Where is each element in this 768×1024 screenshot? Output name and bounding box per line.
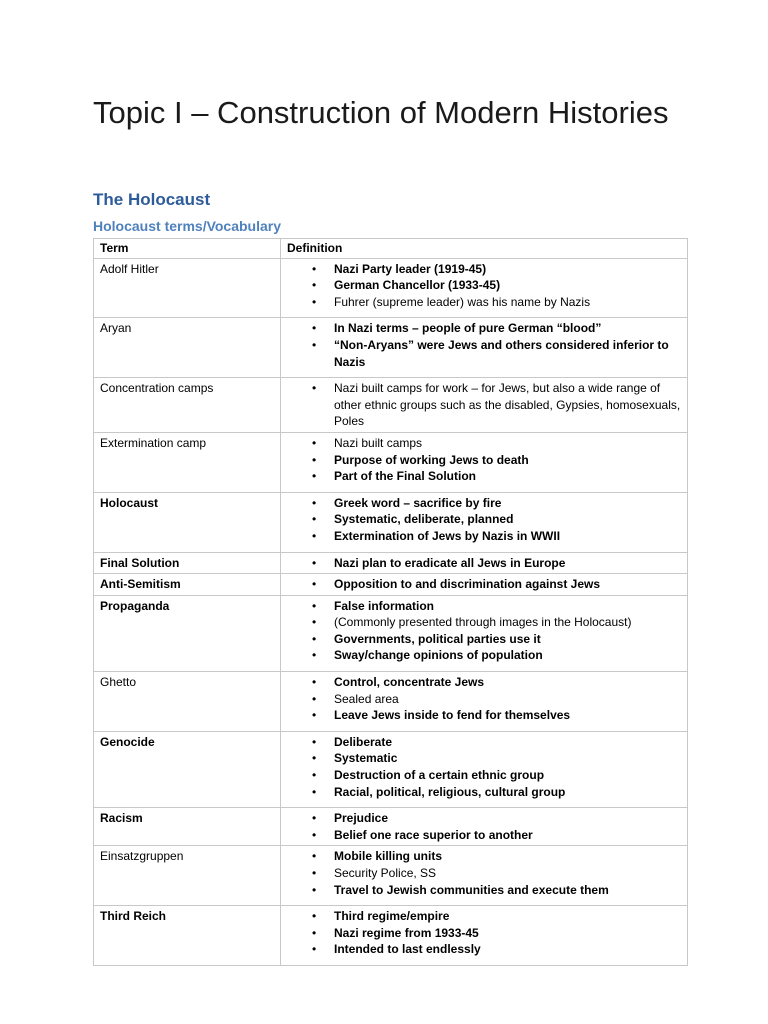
- subsection-heading: Holocaust terms/Vocabulary: [93, 218, 282, 234]
- definition-item: • Systematic, deliberate, planned: [334, 511, 681, 528]
- term-cell: Final Solution: [94, 552, 281, 574]
- definition-cell: [281, 808, 688, 846]
- definition-item: • Nazi regime from 1933-45: [334, 925, 681, 942]
- definition-item: • Nazi built camps for work – for Jews, but also a wide range of other ethnic groups such as the disabled, Gypsies, homosexuals, Poles: [334, 380, 681, 430]
- table-row: [94, 846, 688, 906]
- definition-item: • Greek word – sacrifice by fire: [334, 495, 681, 512]
- definition-item: • Nazi Party leader (1919-45): [334, 261, 681, 278]
- definition-item: • Belief one race superior to another: [334, 827, 681, 844]
- table-row: [94, 731, 688, 807]
- definition-item: • Opposition to and discrimination against Jews: [334, 576, 681, 593]
- page-title: Topic I – Construction of Modern Histories: [93, 95, 669, 130]
- definition-item: • German Chancellor (1933-45): [334, 277, 681, 294]
- vocabulary-table: [93, 238, 688, 966]
- definition-item: • Sealed area: [334, 691, 681, 708]
- term-cell: Extermination camp: [94, 432, 281, 492]
- section-heading: The Holocaust: [93, 190, 211, 209]
- definition-item: • Intended to last endlessly: [334, 941, 681, 958]
- term-cell: Propaganda: [94, 595, 281, 671]
- definition-cell: [281, 258, 688, 318]
- definition-item: • False information: [334, 598, 681, 615]
- table-row: [94, 552, 688, 574]
- definition-item: • Security Police, SS: [334, 865, 681, 882]
- term-cell: Genocide: [94, 731, 281, 807]
- term-cell: Ghetto: [94, 672, 281, 732]
- table-row: [94, 432, 688, 492]
- term-cell: Holocaust: [94, 492, 281, 552]
- definition-item: • Leave Jews inside to fend for themselves: [334, 707, 681, 724]
- term-cell: Concentration camps: [94, 378, 281, 433]
- definition-item: • Prejudice: [334, 810, 681, 827]
- term-cell: Third Reich: [94, 906, 281, 966]
- definition-item: • Racial, political, religious, cultural group: [334, 784, 681, 801]
- definition-cell: [281, 574, 688, 596]
- definition-item: • “Non-Aryans” were Jews and others considered inferior to Nazis: [334, 337, 681, 370]
- definition-cell: [281, 731, 688, 807]
- definition-item: • Travel to Jewish communities and execute them: [334, 882, 681, 899]
- definition-item: • (Commonly presented through images in the Holocaust): [334, 614, 681, 631]
- definition-cell: [281, 672, 688, 732]
- header-definition: Definition: [281, 239, 688, 259]
- definition-item: • Control, concentrate Jews: [334, 674, 681, 691]
- table-row: [94, 672, 688, 732]
- definition-cell: [281, 906, 688, 966]
- table-row: [94, 808, 688, 846]
- table-row: [94, 574, 688, 596]
- definition-cell: [281, 378, 688, 433]
- term-cell: Adolf Hitler: [94, 258, 281, 318]
- table-row: [94, 378, 688, 433]
- definition-cell: [281, 318, 688, 378]
- definition-cell: [281, 552, 688, 574]
- definition-item: • Nazi built camps: [334, 435, 681, 452]
- definition-item: • Deliberate: [334, 734, 681, 751]
- definition-item: • In Nazi terms – people of pure German “blood”: [334, 320, 681, 337]
- table-row: [94, 906, 688, 966]
- definition-item: • Purpose of working Jews to death: [334, 452, 681, 469]
- term-cell: Aryan: [94, 318, 281, 378]
- definition-item: • Systematic: [334, 750, 681, 767]
- definition-item: • Governments, political parties use it: [334, 631, 681, 648]
- table-row: [94, 595, 688, 671]
- term-cell: Racism: [94, 808, 281, 846]
- table-header-row: [94, 239, 688, 259]
- table-row: [94, 318, 688, 378]
- definition-cell: [281, 595, 688, 671]
- table-row: [94, 258, 688, 318]
- definition-cell: [281, 846, 688, 906]
- definition-item: • Fuhrer (supreme leader) was his name by Nazis: [334, 294, 681, 311]
- definition-cell: [281, 432, 688, 492]
- definition-item: • Mobile killing units: [334, 848, 681, 865]
- header-term: Term: [94, 239, 281, 259]
- table-row: [94, 492, 688, 552]
- definition-item: • Sway/change opinions of population: [334, 647, 681, 664]
- definition-item: • Third regime/empire: [334, 908, 681, 925]
- definition-cell: [281, 492, 688, 552]
- term-cell: Einsatzgruppen: [94, 846, 281, 906]
- definition-item: • Extermination of Jews by Nazis in WWII: [334, 528, 681, 545]
- definition-item: • Nazi plan to eradicate all Jews in Europe: [334, 555, 681, 572]
- term-cell: Anti-Semitism: [94, 574, 281, 596]
- definition-item: • Part of the Final Solution: [334, 468, 681, 485]
- definition-item: • Destruction of a certain ethnic group: [334, 767, 681, 784]
